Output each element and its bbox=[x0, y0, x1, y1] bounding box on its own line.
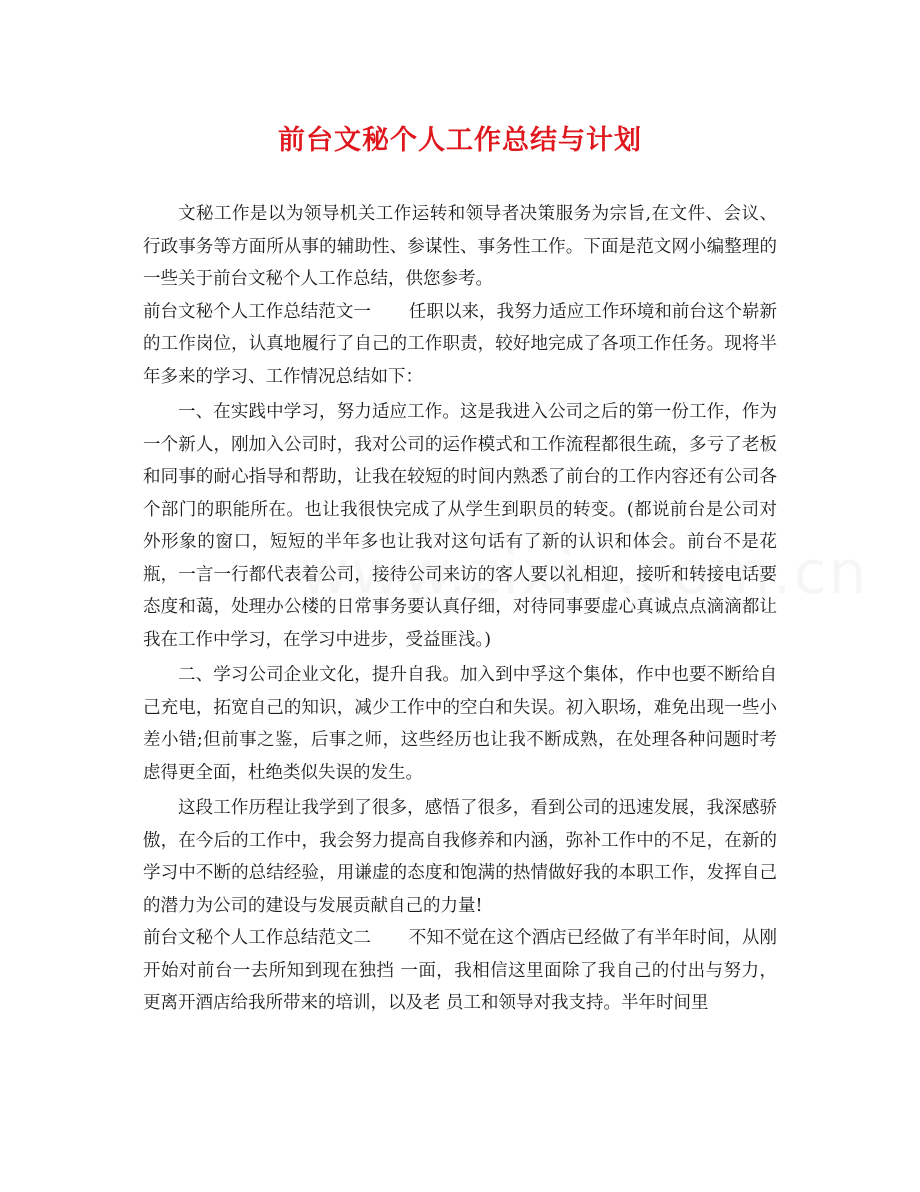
sample-one-block bbox=[143, 296, 777, 394]
intro-paragraph: 文秘工作是以为领导机关工作运转和领导者决策服务为宗旨,在文件、会议、行政事务等方面所从事的辅助性、参谋性、事务性工作。下面是范文网小编整理的一些关于前台文秘个人工作总结，供您参考。 bbox=[143, 204, 777, 289]
document-title: 前台文秘个人工作总结与计划 bbox=[278, 125, 642, 156]
sample-one-paragraph-3: 这段工作历程让我学到了很多，感悟了很多，看到公司的迅速发展，我深感骄傲，在今后的工作中，我会努力提高自我修养和内涵，弥补工作中的不足，在新的学习中不断的总结经验，用谦虚的态度和饱满的热情做好我的本职工作，发挥自己的潜力为公司的建设与发展贡献自己的力量! bbox=[143, 798, 777, 916]
sample-two-lead: 不知不觉在这个酒店已经做了有半年时间，从刚开始对前台一去所知到现在独挡 一面，我相信这里面除了我自己的付出与努力，更离开酒店给我所带来的培训，以及老 员工和领导对我支持。半年时间里 bbox=[143, 928, 778, 1013]
document-body bbox=[143, 198, 777, 1020]
sample-one-paragraph-2: 二、学习公司企业文化，提升自我。加入到中孚这个集体，作中也要不断给自己充电，拓宽自己的知识，减少工作中的空白和失误。初入职场，难免出现一些小差小错;但前事之鉴，后事之师，这些经历也让我不断成熟，在处理各种问题时考虑得更全面，杜绝类似失误的发生。 bbox=[143, 665, 777, 783]
sample-one-lead: 任职以来，我努力适应工作环境和前台这个崭新的工作岗位，认真地履行了自己的工作职责，较好地完成了各项工作任务。现将半年多来的学习、工作情况总结如下： bbox=[143, 301, 778, 387]
sample-two-block bbox=[143, 922, 777, 1020]
sample-one-paragraph-1: 一、在实践中学习，努力适应工作。这是我进入公司之后的第一份工作，作为一个新人，刚加入公司时，我对公司的运作模式和工作流程都很生疏，多亏了老板和同事的耐心指导和帮助，让我在较短的时间内熟悉了前台的工作内容还有公司各个部门的职能所在。也让我很快完成了从学生到职员的转变。(都说前台是公司对外形象的窗口，短短的半年多也让我对这句话有了新的认识和体会。前台不是花瓶，一言一行都代表着公司，接待公司来访的客人要以礼相迎，接听和转接电话要态度和蔼，处理办公楼的日常事务要认真仔细，对待同事要虚心真诚点点滴滴都让我在工作中学习，在学习中进步，受益匪浅。) bbox=[143, 402, 777, 650]
sample-one-heading: 前台文秘个人工作总结范文一 bbox=[143, 301, 371, 322]
sample-two-heading: 前台文秘个人工作总结范文二 bbox=[143, 928, 371, 948]
